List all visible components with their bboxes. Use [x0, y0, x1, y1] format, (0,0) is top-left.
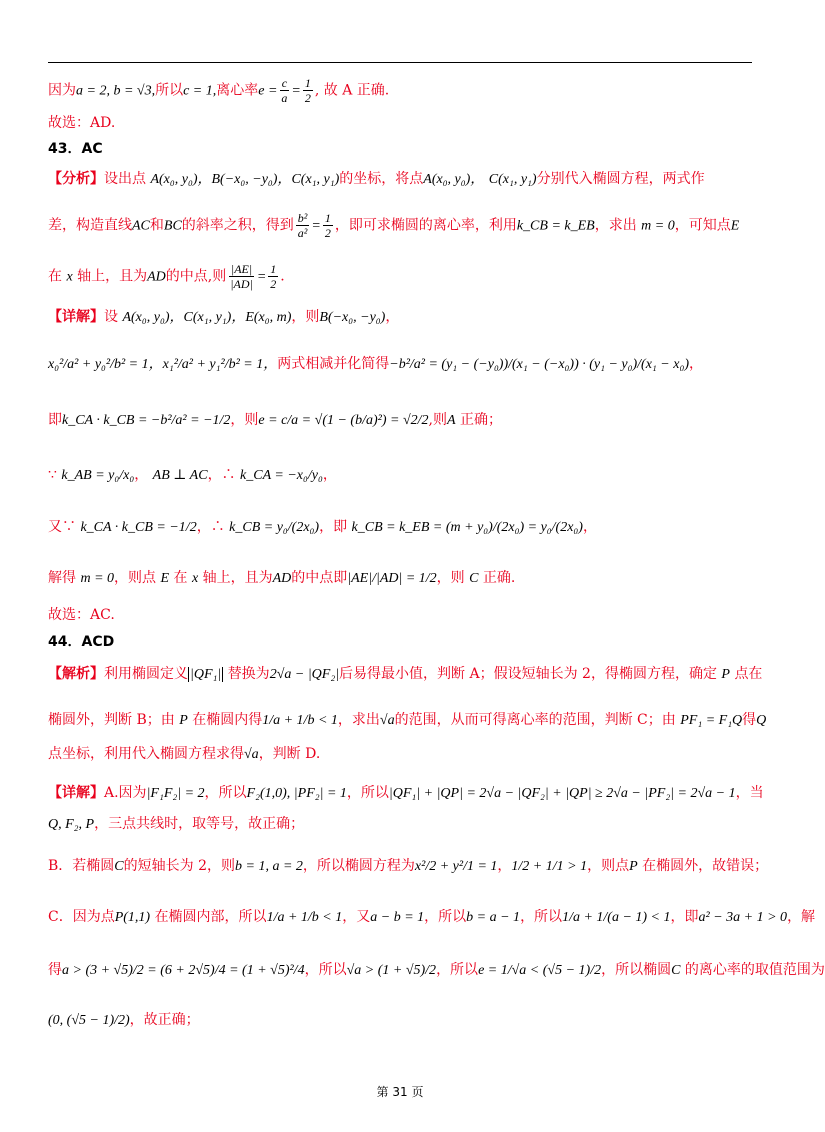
- analysis-44-line-1: 【解析】利用椭圆定义 |QF₁| 替换为2√a − |QF₂|后易得最小值，判断 A；假设短轴长为 2，得椭圆方程，确定 P 点在: [48, 666, 763, 682]
- analysis-line-1: 【分析】设出点 A(x₀, y₀)，B(−x₀, −y₀)，C(x₁, y₁)的坐标，将点A(x₀, y₀)， C(x₁, y₁)分别代入椭圆方程，两式作: [48, 171, 705, 187]
- text: 离心率: [216, 82, 259, 99]
- detail-line-5: 又∵ k_CA · k_CB = −1/2，∴ k_CB = y₀/(2x₀)，即 k_CB = k_EB = (m + y₀)/(2x₀) = y₀/(2x₀)，: [48, 519, 597, 535]
- text: , 故 A 正确.: [314, 82, 390, 99]
- detail-44-line-6: (0, (√5 − 1)/2)，故正确；: [48, 1012, 200, 1028]
- math: a = 2, b = √3,: [76, 83, 156, 99]
- detail-line-6: 解得 m = 0，则点 E 在 x 轴上，且为AD的中点即|AE|/|AD| = 1/2，则 C 正确.: [48, 570, 516, 586]
- analysis-line-2: 差，构造直线AC和BC的斜率之积，得到 $\frac{\text{b²}}{\text{a²}}$ = $\frac{1}{2}$ ，即可求椭圆的离心率，利用k_CB = k_EB，求出 m = 0，可知点E: [48, 211, 740, 240]
- analysis-44-line-3: 点坐标，利用代入椭圆方程求得√a，判断 D.: [48, 746, 321, 762]
- detail-44-line-2: Q, F₂, P，三点共线时，取等号，故正确；: [48, 816, 305, 832]
- detail-tag: 【详解】: [48, 309, 104, 325]
- question-number-43: 43．AC: [48, 141, 103, 157]
- analysis-tag: 【分析】: [48, 171, 104, 187]
- text: 因为: [48, 82, 76, 99]
- analysis-44-line-2: 椭圆外，判断 B；由 P 在椭圆内得1/a + 1/b < 1，求出√a的范围，从而可得离心率的范围，判断 C；由 PF₁ = F₁Q得Q: [48, 712, 767, 728]
- math: e =: [258, 83, 278, 99]
- detail-44-line-5: 得a > (3 + √5)/2 = (6 + 2√5)/4 = (1 + √5)²/4，所以√a > (1 + √5)/2，所以e = 1/√a < (√5 − 1)/2，所以椭圆C 的离心率的取值范围为: [48, 962, 825, 978]
- text: 所以: [155, 82, 184, 99]
- analysis-line-3: 在 x 轴上，且为AD的中点,则 $\frac{|AE|}{|AD|}$ = $\frac{1}{2}$ .: [48, 262, 285, 291]
- detail-line-1: 【详解】设 A(x₀, y₀)，C(x₁, y₁)，E(x₀, m)，则B(−x₀, −y₀)，: [48, 309, 400, 325]
- fraction: $\frac{|AE|}{|AD|}$: [230, 262, 253, 291]
- question-number-44: 44．ACD: [48, 634, 115, 650]
- analysis-tag: 【解析】: [48, 666, 104, 682]
- fraction: $\frac{c}{a}$: [281, 76, 288, 105]
- detail-tag: 【详解】: [48, 785, 104, 801]
- math: =: [291, 83, 301, 99]
- fraction: $\frac{1}{2}$: [270, 262, 277, 291]
- detail-44-line-4: C．因为点P(1,1) 在椭圆内部，所以1/a + 1/b < 1，又a − b = 1，所以b = a − 1，所以1/a + 1/(a − 1) < 1，即a² − 3a + 1 > 0，解: [48, 909, 816, 925]
- solution-line-eccentricity: [48, 76, 752, 105]
- fraction: $\frac{\text{b²}}{\text{a²}}$: [297, 211, 308, 240]
- fraction: $\frac{1}{2}$: [324, 211, 331, 240]
- answer-line-43: 故选：AC.: [48, 607, 115, 623]
- answer-line: 故选：AD.: [48, 115, 116, 131]
- math: c = 1,: [183, 83, 217, 99]
- detail-44-line-3: B．若椭圆C的短轴长为 2，则b = 1, a = 2，所以椭圆方程为x²/2 + y²/1 = 1，1/2 + 1/1 > 1，则点P 在椭圆外，故错误；: [48, 858, 769, 874]
- fraction: $\frac{1}{2}$: [304, 76, 311, 105]
- header-rule: [48, 62, 752, 63]
- detail-line-2: x₀²/a² + y₀²/b² = 1，x₁²/a² + y₁²/b² = 1，两式相减并化简得−b²/a² = (y₁ − (−y₀))/(x₁ − (−x₀)) · (y₁ − y₀)/(x₁ − x₀)，: [48, 356, 703, 372]
- detail-line-4: ∵ k_AB = y₀/x₀， AB ⊥ AC，∴ k_CA = −x₀/y₀，: [48, 467, 337, 483]
- page-footer: 第 31 页: [376, 1085, 424, 1099]
- detail-44-line-1: 【详解】A.因为|F₁F₂| = 2，所以F₂(1,0), |PF₂| = 1，所以|QF₁| + |QP| = 2√a − |QF₂| + |QP| ≥ 2√a − |PF₂| = 2√a − 1，当: [48, 785, 764, 801]
- detail-line-3: 即k_CA · k_CB = −b²/a² = −1/2，则e = c/a = √(1 − (b/a)²) = √2/2,则A 正确；: [48, 412, 502, 428]
